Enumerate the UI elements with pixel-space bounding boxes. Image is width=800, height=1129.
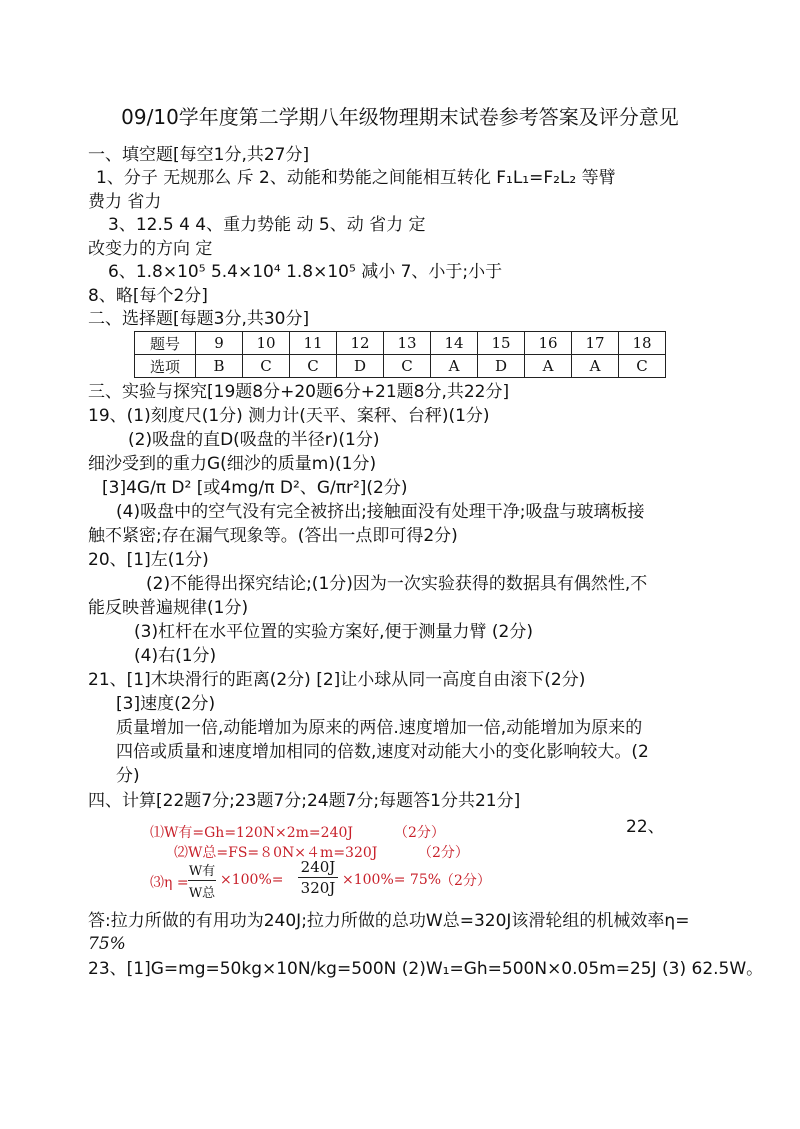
table-cell: 10 <box>243 332 290 355</box>
question-22-label: 22、 <box>626 817 665 837</box>
fraction-w-ratio <box>188 860 216 901</box>
answer-line: 75% <box>88 934 126 954</box>
section1-heading: 一、填空题[每空1分,共27分] <box>88 145 310 165</box>
table-cell: A <box>431 355 478 378</box>
table-cell: 12 <box>337 332 384 355</box>
question-23-line: 23、[1]G=mg=50kg×10N/kg=500N (2)W₁=Gh=500N×0.05m=25J (3) 62.5W。 <box>88 959 764 979</box>
section3-line: 19、(1)刻度尺(1分) 测力计(天平、案秤、台秤)(1分) <box>88 406 490 426</box>
table-cell: C <box>290 355 337 378</box>
table-cell: 16 <box>525 332 572 355</box>
fraction-denominator: W总 <box>188 886 216 901</box>
table-cell: D <box>337 355 384 378</box>
table-cell: 17 <box>572 332 619 355</box>
formula-score: （2分） <box>440 873 491 889</box>
section1-line: 1、分子 无规那么 斥 2、动能和势能之间能相互转化 F₁L₁=F₂L₂ 等臂 <box>96 168 616 188</box>
section3-line: 能反映普遍规律(1分) <box>88 598 249 618</box>
section3-line: (4)吸盘中的空气没有完全被挤出;接触面没有处理干净;吸盘与玻璃板接 <box>116 502 645 522</box>
section1-line: 改变力的方向 定 <box>88 239 213 259</box>
table-header-cell: 题号 <box>135 332 196 355</box>
fraction-values <box>298 858 338 897</box>
section2-heading: 二、选择题[每题3分,共30分] <box>88 309 310 329</box>
section4-heading: 四、计算[22题7分;23题7分;24题7分;每题答1分共21分] <box>88 791 521 811</box>
fraction-denominator: 320J <box>300 879 336 897</box>
formula-total-work: ⑵W总=FS=８0N×４m=320J <box>174 845 378 861</box>
section3-line: (2)不能得出探究结论;(1分)因为一次实验获得的数据具有偶然性,不 <box>146 574 648 594</box>
section3-line: (3)杠杆在水平位置的实验方案好,便于测量力臂 (2分) <box>134 622 533 642</box>
section3-line: 细沙受到的重力G(细沙的质量m)(1分) <box>88 454 377 474</box>
section1-line: 3、12.5 4 4、重力势能 动 5、动 省力 定 <box>108 215 426 235</box>
formula-useful-work: ⑴W有=Gh=120N×2m=240J <box>150 825 353 841</box>
table-cell: 18 <box>619 332 666 355</box>
table-cell: C <box>243 355 290 378</box>
table-cell: C <box>384 355 431 378</box>
section3-line: 21、[1]木块滑行的距离(2分) [2]让小球从同一高度自由滚下(2分) <box>88 670 586 690</box>
formula-score: （2分） <box>394 825 445 841</box>
fraction-numerator: W有 <box>188 864 216 879</box>
table-cell: 11 <box>290 332 337 355</box>
answer-line: 答:拉力所做的有用功为240J;拉力所做的总功W总=320J该滑轮组的机械效率η= <box>88 911 690 931</box>
page-title: 09/10学年度第二学期八年级物理期末试卷参考答案及评分意见 <box>121 105 679 129</box>
table-cell: A <box>572 355 619 378</box>
section3-line: [3]速度(2分) <box>116 694 216 714</box>
section3-heading: 三、实验与探究[19题8分+20题6分+21题8分,共22分] <box>88 382 510 402</box>
table-cell: 13 <box>384 332 431 355</box>
section3-line: (4)右(1分) <box>134 646 217 666</box>
formula-efficiency-prefix: ⑶η = <box>150 875 189 891</box>
section1-line: 6、1.8×10⁵ 5.4×10⁴ 1.8×10⁵ 减小 7、小于;小于 <box>108 262 503 282</box>
table-cell: C <box>619 355 666 378</box>
section3-line: 20、[1]左(1分) <box>88 550 209 570</box>
formula-efficiency-result: ×100%= 75% <box>342 872 442 888</box>
section3-line: 触不紧密;存在漏气现象等。(答出一点即可得2分) <box>88 526 458 546</box>
table-row <box>135 355 666 378</box>
answer-table <box>134 331 666 378</box>
table-cell: 15 <box>478 332 525 355</box>
section3-line: 质量增加一倍,动能增加为原来的两倍.速度增加一倍,动能增加为原来的 <box>116 718 643 738</box>
fraction-bar <box>188 880 216 881</box>
table-cell: D <box>478 355 525 378</box>
section3-line: 分) <box>116 766 140 786</box>
section3-line: 四倍或质量和速度增加相同的倍数,速度对动能大小的变化影响较大。(2 <box>116 742 649 762</box>
section1-line: 8、略[每个2分] <box>88 286 208 306</box>
section1-line: 费力 省力 <box>88 192 162 212</box>
table-cell: 9 <box>196 332 243 355</box>
table-header-cell: 选项 <box>135 355 196 378</box>
table-row <box>135 332 666 355</box>
section3-line: [3]4G/π D² [或4mg/π D²、G/πr²](2分) <box>102 478 408 498</box>
table-cell: 14 <box>431 332 478 355</box>
section3-line: (2)吸盘的直D(吸盘的半径r)(1分) <box>128 430 380 450</box>
fraction-numerator: 240J <box>300 858 336 876</box>
formula-score: （2分） <box>418 845 469 861</box>
formula-efficiency-mid: ×100%= <box>220 872 284 888</box>
table-cell: B <box>196 355 243 378</box>
table-cell: A <box>525 355 572 378</box>
fraction-bar <box>298 877 338 878</box>
